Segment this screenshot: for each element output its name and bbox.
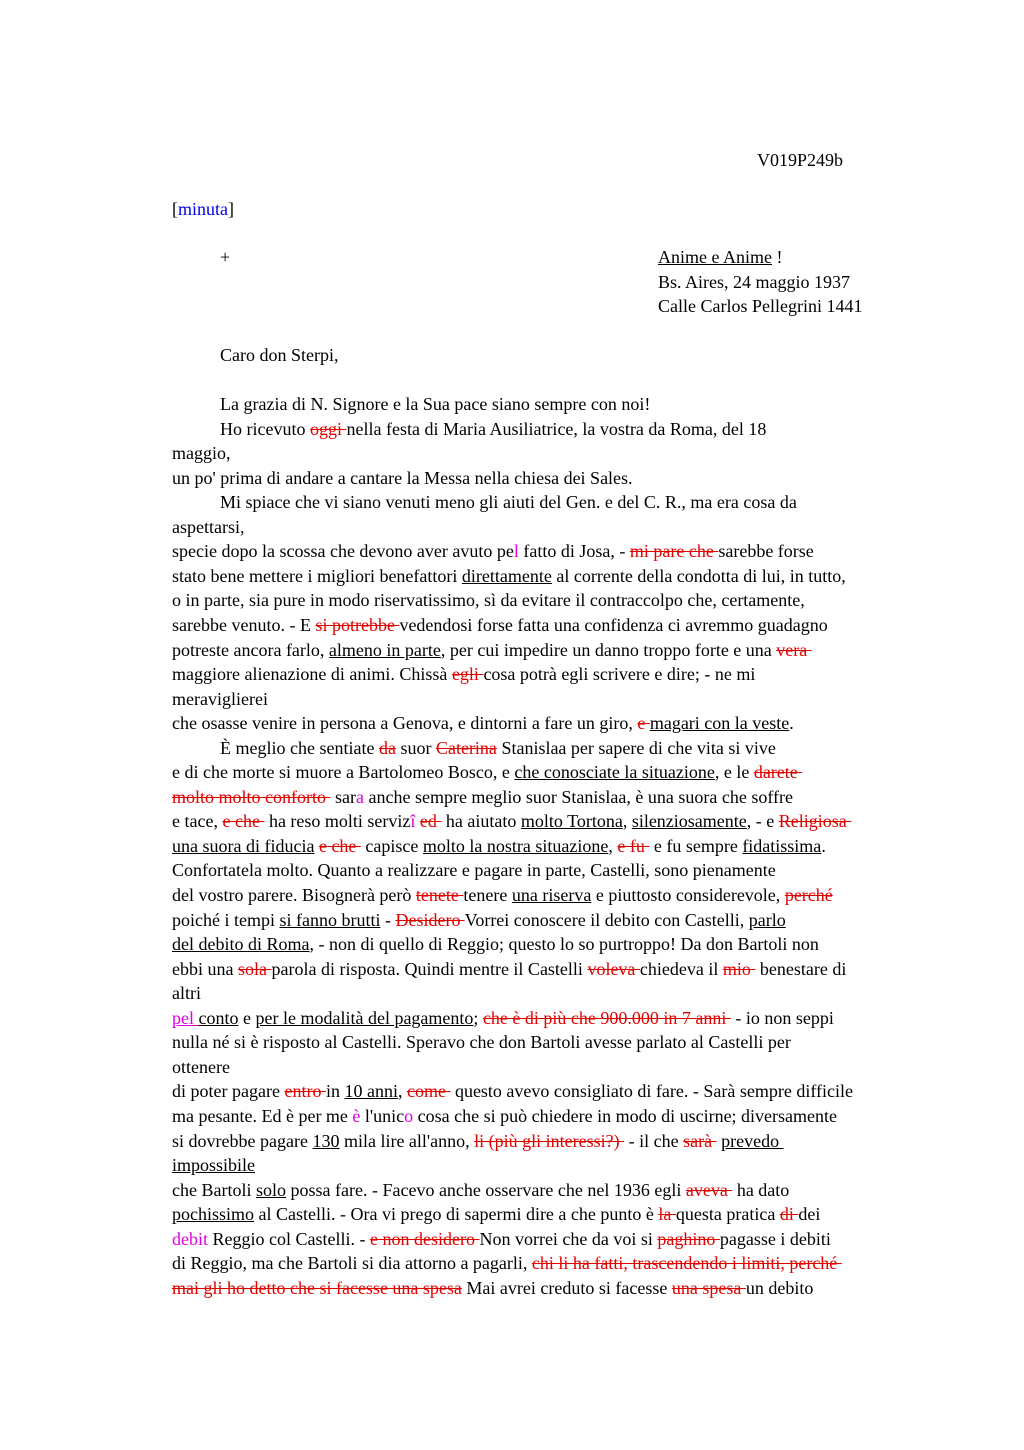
text-segment: o in parte, sia pure in modo riservatissimo, sì da evitare il contraccolpo che, certamente, [172,590,805,611]
deleted-text: darete [753,762,803,783]
deleted-text: egli [451,664,484,685]
text-segment: in [325,1081,345,1102]
inserted-text: a [355,786,364,807]
text-segment: un debito [745,1277,814,1298]
body-line [172,711,794,735]
deleted-text: molto molto conforto [172,786,331,807]
text-segment: e piuttosto considerevole, [591,885,785,905]
deleted-text: e che [318,835,361,856]
text-segment: un po' prima di andare a cantare la Messa nella chiesa dei Sales. [172,467,633,488]
text-segment: specie dopo la scossa che devono aver avuto pe [172,541,514,562]
salutation: Caro don Sterpi, [220,345,339,365]
deleted-text: Caterina [435,737,497,758]
text-segment: parola di risposta. Quindi mentre il Castelli [271,958,588,979]
deleted-text: e che [222,811,265,832]
text-segment: Non vorrei che da voi si [479,1228,658,1249]
underlined-text: 10 anni [344,1081,398,1102]
text-segment: , - e [746,811,779,832]
text-segment: nulla né si è risposto al Castelli. Speravo che don Bartoli avesse parlato al Castelli per [172,1032,791,1053]
underlined-text: direttamente [461,565,552,586]
body-line [172,588,805,612]
text-segment: mila lire all'anno, [339,1130,475,1151]
header-line [658,270,850,294]
text-segment: meraviglierei [172,688,268,709]
deleted-text: e [637,713,650,734]
body-line [172,1079,853,1103]
body-line [172,957,846,981]
text-segment: si dovrebbe pagare [172,1130,313,1151]
text-segment: cosa che si può chiedere in modo di uscirne; diversamente [413,1105,838,1126]
body-line [172,466,633,490]
text-segment: ebbi una [172,958,238,979]
deleted-text: aveva [685,1179,733,1200]
body-line [220,736,776,760]
text-segment: altri [172,983,201,1004]
text-segment: e [238,1007,256,1028]
inserted-text: è [352,1105,361,1126]
deleted-text: li (più gli interessi?) [474,1130,625,1151]
text-segment: - [380,909,396,930]
text-segment: e fu sempre [649,835,743,856]
underlined-text: per le modalità del pagamento [255,1007,474,1028]
text-segment: dei [798,1204,821,1225]
text-segment: ha reso molti serviz [264,811,411,832]
deleted-text: di [779,1204,799,1225]
body-line [220,417,766,441]
text-segment: di Reggio, ma che Bartoli si dia attorno a pagarli, [172,1253,532,1274]
deleted-text: sarà [683,1130,717,1151]
body-line [172,1276,813,1300]
text-segment: , per cui impedire un danno troppo forte e una [440,639,777,660]
deleted-text: paghino [657,1228,720,1249]
underlined-text: magari con la veste [649,713,790,734]
body-line [172,687,268,711]
body-line [172,809,851,833]
text-segment: , - non di quello di Reggio; questo lo so purtroppo! Da don Bartoli non [309,934,819,955]
underlined-text: prevedo [721,1130,784,1151]
deleted-text: sola [237,958,272,979]
body-line [172,883,833,907]
body-line [172,1006,834,1030]
text-segment: Mi spiace che vi siano venuti meno gli aiuti del Gen. e del C. R., ma era cosa da [220,492,797,513]
inserted-text: debit [172,1228,208,1249]
text-segment: poiché i tempi [172,909,280,930]
deleted-text: perché [784,885,833,905]
text-segment: tenere [463,885,512,905]
underlined-text: almeno in parte [328,639,441,660]
text-segment: sar [330,786,356,807]
underlined-text: solo [255,1179,286,1200]
draft-bracket-close: ] [228,199,234,219]
body-line [172,515,244,539]
text-segment: sarebbe forse [718,541,814,562]
text-segment: Vorrei conoscere il debito con Castelli, [464,909,749,930]
body-line [172,785,793,809]
body-line [172,908,786,932]
deleted-text: si potrebbe [315,614,400,635]
underlined-text: fidatissima [742,835,822,856]
text-segment: del vostro parere. Bisognerà però [172,885,416,905]
deleted-text: che è di più che 900.000 in 7 anni [482,1007,731,1028]
text-segment: vedendosi forse fatta una confidenza ci avremmo guadagno [399,614,828,635]
deleted-text: mio [722,958,756,979]
underlined-text: una suora di fiducia [172,835,315,856]
draft-bracket-open: [ [172,199,178,219]
body-line [172,1251,842,1275]
document-id: V019P249b [757,150,844,170]
text-segment: Reggio col Castelli. - [208,1228,370,1249]
text-segment: - io non seppi [730,1007,834,1028]
underlined-text: una riserva [511,885,592,905]
body-line [172,1202,820,1226]
text-segment: che Bartoli [172,1179,256,1200]
underlined-text: silenziosamente [631,811,747,832]
header-line [658,294,862,318]
text-segment: ! [771,247,783,267]
underlined-text: molto la nostra situazione [422,835,609,856]
underlined-text: che conosciate la situazione [514,762,715,783]
text-segment: ma pesante. Ed è per me [172,1105,353,1126]
underlined-text: pochissimo [172,1204,255,1225]
text-segment: Bs. Aires, 24 maggio 1937 [658,271,850,292]
text-segment: maggio, [172,443,231,464]
body-line [172,441,231,465]
body-line [172,1129,784,1153]
underlined-text: impossibile [172,1155,256,1176]
body-line [172,834,826,858]
body-line [172,1030,791,1054]
text-segment: cosa potrà egli scrivere e dire; - ne mi [483,664,756,685]
body-line [220,490,797,514]
deleted-text: vera [776,639,812,660]
deleted-text: e fu [617,835,650,856]
text-segment: al corrente della condotta di lui, in tutto, [551,565,846,586]
draft-label [172,197,234,221]
header-line [658,245,782,269]
text-segment: , [608,835,618,856]
underlined-text: molto Tortona [520,811,623,832]
text-segment: al Castelli. - Ora vi prego di sapermi dire a che punto è [254,1204,659,1225]
deleted-text: come [406,1081,451,1102]
draft-word: minuta [178,199,228,219]
text-segment: Ho ricevuto [220,418,310,439]
text-segment: sarebbe venuto. - E [172,614,316,635]
body-line [172,662,755,686]
deleted-text: ed [419,811,442,832]
text-segment: , e le [714,762,754,783]
text-segment: Stanislaa per sapere di che vita si vive [496,737,776,758]
underlined-text: del debito di Roma [172,934,310,955]
text-segment: nella festa di Maria Ausiliatrice, la vostra da Roma, del 18 [346,418,767,439]
text-segment: - il che [624,1130,684,1151]
text-segment: l'unic [360,1105,405,1126]
text-segment: questo avevo consigliato di fare. - Sarà sempre difficile [450,1081,853,1102]
deleted-text: da [378,737,396,758]
text-segment: capisce [360,835,423,856]
text-segment: La grazia di N. Signore e la Sua pace siano sempre con noi! [220,394,651,414]
text-segment: . [789,713,794,734]
inserted-text: o [404,1105,414,1126]
body-line [172,638,812,662]
text-segment: Calle Carlos Pellegrini 1441 [658,296,863,317]
inserted-text: l [513,541,519,562]
body-line [172,858,776,882]
text-segment: e tace, [172,811,223,832]
deleted-text: voleva [587,958,640,979]
deleted-text: Religiosa [778,811,852,832]
text-segment: possa fare. - Facevo anche osservare che nel 1936 egli [286,1179,686,1200]
text-segment: questa pratica [675,1204,780,1225]
deleted-text: mi pare che [629,541,719,562]
body-line [172,564,846,588]
body-line [172,1227,831,1251]
body-line [172,1104,837,1128]
deleted-text: una spesa [671,1277,746,1298]
text-segment: stato bene mettere i migliori benefattori [172,565,462,586]
text-segment: aspettarsi, [172,516,245,537]
text-segment: ottenere [172,1056,230,1077]
text-segment: suor [395,737,436,758]
cross-mark: + [220,247,231,267]
inserted-text: î [410,811,416,832]
deleted-text: entro [284,1081,326,1102]
body-line [220,392,650,416]
text-segment: fatto di Josa, - [518,541,630,562]
text-segment: anche sempre meglio suor Stanislaa, è una suora che soffre [363,786,794,807]
body-line [172,539,814,563]
underlined-text: conto [198,1007,239,1028]
text-segment: , [622,811,632,832]
text-segment: ha dato [732,1179,790,1200]
text-segment: pagasse i debiti [719,1228,831,1249]
text-segment: che osasse venire in persona a Genova, e dintorni a fare un giro, [172,713,638,734]
body-line [172,613,828,637]
deleted-text: chi li ha fatti, trascendendo i limiti, perché [531,1253,842,1274]
text-segment: È meglio che sentiate [220,737,379,758]
text-segment: maggiore alienazione di animi. Chissà [172,664,452,685]
underlined-text: parlo [748,909,786,930]
text-segment: . [821,835,826,856]
text-segment: ; [473,1007,483,1028]
deleted-text: oggi [309,418,347,439]
body-line [172,981,201,1005]
text-segment: ha aiutato [441,811,521,832]
body-line [172,1178,789,1202]
body-line [172,760,802,784]
text-segment: benestare di [755,958,847,979]
body-line [172,932,819,956]
deleted-text: Desidero [395,909,465,930]
deleted-text: tenete [415,885,464,905]
deleted-text: mai gli ho detto che si facesse una spesa [172,1277,462,1298]
inserted-text: pel [172,1007,199,1028]
text-segment: , [397,1081,407,1102]
body-line [172,1153,255,1177]
text-segment: chiedeva il [639,958,723,979]
underlined-text: si fanno brutti [279,909,381,930]
text-segment: Mai avrei creduto si facesse [461,1277,672,1298]
deleted-text: la [658,1204,676,1225]
text-segment: di poter pagare [172,1081,285,1102]
deleted-text: e non desidero [369,1228,480,1249]
text-segment: e di che morte si muore a Bartolomeo Bosco, e [172,762,515,783]
text-segment: Confortatela molto. Quanto a realizzare e pagare in parte, Castelli, sono pienamente [172,860,776,881]
underlined-text: 130 [312,1130,340,1151]
underlined-text: Anime e Anime [658,247,772,267]
text-segment: potreste ancora farlo, [172,639,329,660]
body-line [172,1055,230,1079]
